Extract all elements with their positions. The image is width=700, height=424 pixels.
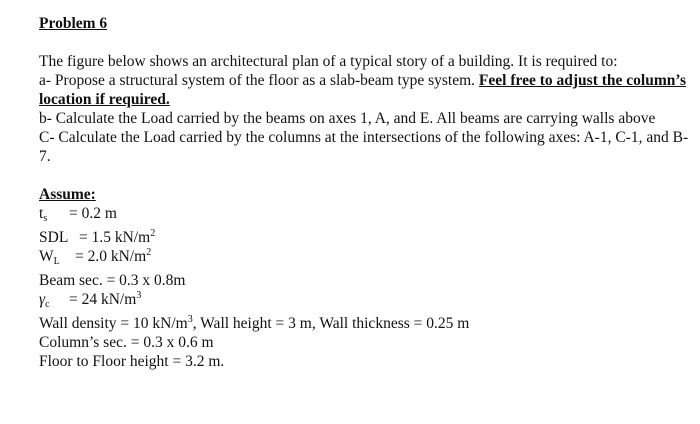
wall-density: Wall density = 10 kN/m (39, 315, 188, 332)
assume-column: Column’s sec. = 0.3 x 0.6 m (39, 334, 214, 351)
wl-value: = 2.0 kN/m (75, 248, 147, 265)
assume-wall (39, 314, 689, 333)
item-a-emphasis: Feel free to adjust the column’s location if required. (39, 72, 686, 108)
wl-exponent: 2 (146, 247, 152, 258)
problem-title: Problem 6 (39, 15, 108, 32)
assume-wl (39, 247, 689, 271)
gamma-symbol: $\gamma_c$ (39, 291, 50, 310)
gamma-exponent: 3 (136, 290, 142, 301)
sdl-value: = 1.5 kN/m (79, 229, 151, 246)
wall-height-thickness: , Wall height = 3 m, Wall thickness = 0.25 m (192, 315, 470, 332)
wl-symbol: $W_L$ (39, 248, 60, 267)
sdl-exponent: 2 (150, 228, 156, 239)
wall-exponent: 3 (187, 314, 193, 325)
assume-ts (39, 204, 689, 228)
item-c: C- Calculate the Load carried by the columns at the intersections of the following axes: A-1, C-1, and B-7. (39, 129, 689, 165)
problem-intro: The figure below shows an architectural plan of a typical story of a building. It is required to: (39, 53, 618, 70)
assume-gamma (39, 290, 689, 314)
item-a (39, 71, 689, 109)
problem-document (39, 14, 689, 371)
item-a-text: a- Propose a structural system of the floor as a slab-beam type system. (39, 72, 479, 89)
assume-beam: Beam sec. = 0.3 x 0.8m (39, 272, 186, 289)
ts-value: = 0.2 m (69, 205, 117, 222)
assume-sdl (39, 228, 689, 247)
ts-symbol: $t_s$ (39, 205, 48, 224)
item-b: b- Calculate the Load carried by the beams on axes 1, A, and E. All beams are carrying walls above (39, 110, 656, 127)
assume-title: Assume: (39, 186, 96, 203)
sdl-symbol: SDL (39, 229, 69, 246)
gamma-value: = 24 kN/m (69, 291, 137, 308)
assume-floor: Floor to Floor height = 3.2 m. (39, 353, 225, 370)
